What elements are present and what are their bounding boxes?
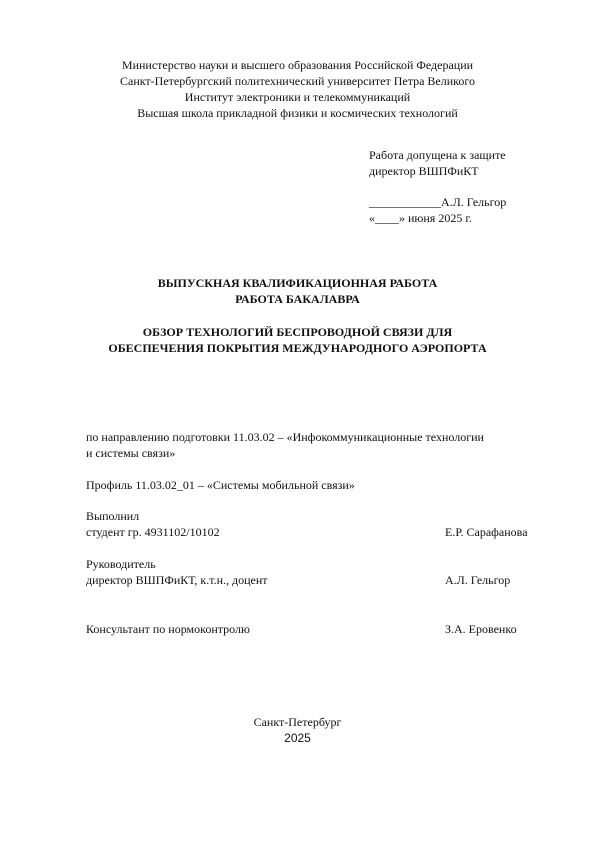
header-institute: Институт электроники и телекоммуникаций [184, 90, 411, 104]
work-type-title: ВЫПУСКНАЯ КВАЛИФИКАЦИОННАЯ РАБОТА [157, 276, 438, 290]
approval-date: «____» июня 2025 г. [369, 211, 472, 225]
performer-name: Е.Р. Сарафанова [445, 525, 528, 539]
work-type-subtitle: РАБОТА БАКАЛАВРА [235, 292, 360, 306]
topic-title-line1: ОБЗОР ТЕХНОЛОГИЙ БЕСПРОВОДНОЙ СВЯЗИ ДЛЯ [142, 325, 453, 339]
supervisor-role: директор ВШПФиКТ, к.т.н., доцент [86, 573, 268, 587]
header-school: Высшая школа прикладной физики и космических технологий [137, 106, 458, 120]
supervisor-label: Руководитель [86, 557, 156, 571]
consultant-role: Консультант по нормоконтролю [86, 622, 250, 636]
profile-line: Профиль 11.03.02_01 – «Системы мобильной связи» [86, 478, 355, 492]
direction-line1: по направлению подготовки 11.03.02 – «Инфокоммуникационные технологии [86, 430, 484, 444]
performer-label: Выполнил [86, 509, 140, 523]
footer-city: Санкт-Петербург [253, 715, 342, 729]
approval-signature: ____________А.Л. Гельгор [369, 195, 507, 209]
topic-title-line2: ОБЕСПЕЧЕНИЯ ПОКРЫТИЯ МЕЖДУНАРОДНОГО АЭРОПОРТА [108, 341, 487, 355]
approval-line1: Работа допущена к защите [369, 148, 506, 162]
header-university: Санкт-Петербургский политехнический университет Петра Великого [119, 74, 475, 88]
approval-line2: директор ВШПФиКТ [369, 164, 479, 178]
performer-role: студент гр. 4931102/10102 [86, 525, 220, 539]
footer-year: 2025 [284, 731, 311, 745]
supervisor-name: А.Л. Гельгор [445, 573, 511, 587]
direction-line2: и системы связи» [86, 446, 176, 460]
consultant-name: З.А. Еровенко [445, 622, 517, 636]
header-ministry: Министерство науки и высшего образования Российской Федерации [121, 58, 474, 72]
